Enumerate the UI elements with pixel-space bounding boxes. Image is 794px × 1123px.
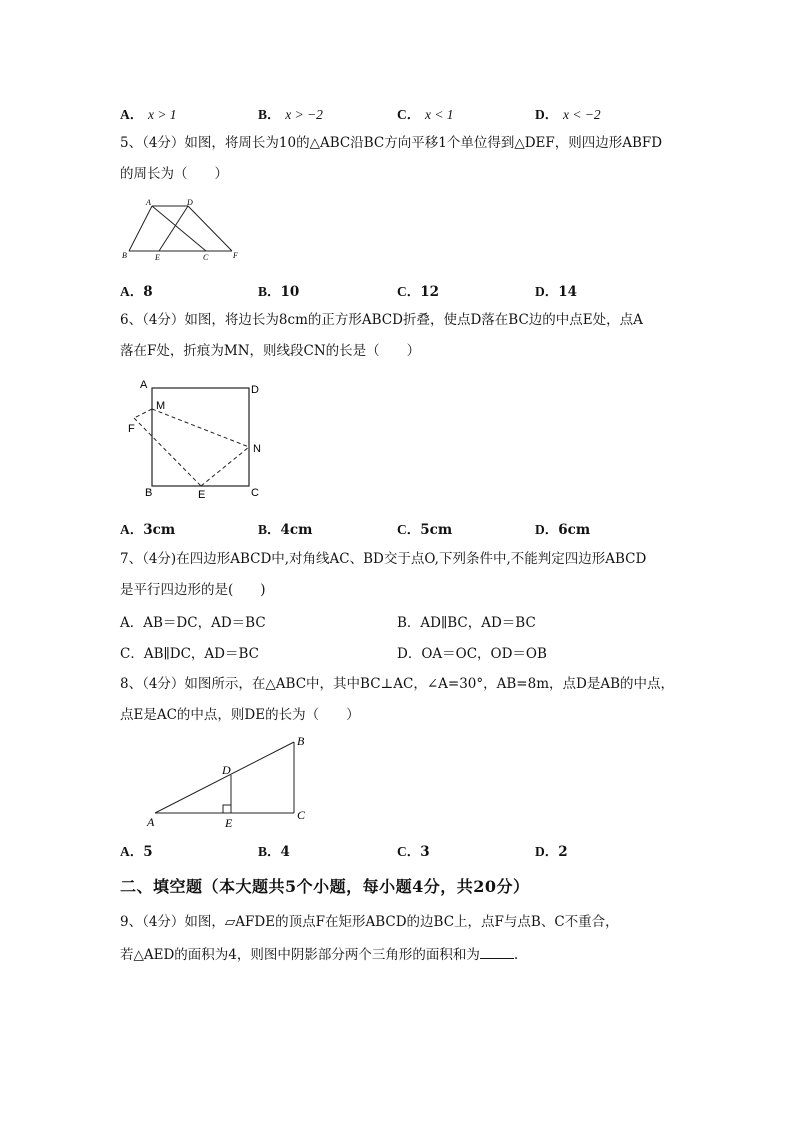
q9-stem-line1: 9、（4分）如图，▱AFDE的顶点F在矩形ABCD的边BC上，点F与点B、C不重合， <box>120 914 619 930</box>
q5-option-c: C．12 <box>397 284 440 300</box>
q5-segment-df <box>188 206 232 251</box>
q8-option-d: D．2 <box>535 844 568 860</box>
q5-option-b: B．10 <box>258 284 300 300</box>
q8-stem-line2: 点E是AC的中点，则DE的长为（ ） <box>120 707 360 723</box>
q4-option-b: B． x > −2 <box>258 107 323 122</box>
q7-stem-line1: 7、（4分)在四边形ABCD中,对角线AC、BD交于点O,下列条件中,不能判定四边形ABCD <box>120 551 647 567</box>
q8-label-a: A <box>147 815 155 829</box>
q8-label-d: D <box>222 763 231 777</box>
q5-label-d: D <box>187 198 193 207</box>
q9-stem-line2: 若△AED的面积为4，则图中阴影部分两个三角形的面积和为 . <box>120 944 518 965</box>
q6-label-f: F <box>128 423 135 435</box>
q6-label-b: B <box>145 487 153 499</box>
q6-label-a: A <box>140 379 148 391</box>
q6-figure <box>120 374 280 504</box>
q6-label-n: N <box>253 443 261 455</box>
q4-option-c: C． x < 1 <box>397 107 454 122</box>
q7-option-c: C．AB∥DC，AD＝BC <box>120 646 259 662</box>
q6-segment-fe <box>134 418 201 486</box>
q8-segment-ab <box>155 742 294 813</box>
q6-label-c: C <box>251 487 259 499</box>
q5-segment-de <box>159 206 188 251</box>
q8-option-c: C．3 <box>397 844 430 860</box>
q5-stem-line2: 的周长为（ ） <box>120 166 228 182</box>
q6-stem-line2: 落在F处，折痕为MN，则线段CN的长是（ ） <box>120 343 421 359</box>
q6-label-m: M <box>156 400 166 412</box>
q5-stem-line1: 5、（4分）如图，将周长为10的△ABC沿BC方向平移1个单位得到△DEF，则四边形ABFD <box>120 135 663 151</box>
q6-label-d: D <box>251 384 259 396</box>
q8-right-angle-mark <box>223 805 231 813</box>
q6-square-abcd <box>152 388 249 486</box>
q8-option-a: A．5 <box>120 844 153 860</box>
q7-option-d: D．OA＝OC，OD＝OB <box>397 646 547 662</box>
q6-option-c: C．5cm <box>397 522 453 538</box>
q7-option-b: B．AD∥BC，AD＝BC <box>397 615 536 631</box>
q5-figure <box>118 196 250 262</box>
q6-label-e: E <box>198 489 206 501</box>
q5-option-a: A．8 <box>120 284 153 300</box>
q5-segment-ac <box>152 206 206 251</box>
q5-option-d: D．14 <box>535 284 578 300</box>
q8-label-c: C <box>297 808 306 822</box>
q5-label-b: B <box>122 251 127 260</box>
q9-answer-blank[interactable] <box>480 944 514 959</box>
q5-segment-ab <box>129 206 152 251</box>
q5-label-e: E <box>155 253 160 262</box>
q5-label-a: A <box>146 198 151 207</box>
q4-option-a: A． x > 1 <box>120 107 177 122</box>
q8-label-e: E <box>225 816 233 830</box>
q6-option-a: A．3cm <box>120 522 176 538</box>
q8-option-b: B．4 <box>258 844 290 860</box>
q8-stem-line1: 8、（4分）如图所示，在△ABC中，其中BC⊥AC，∠A=30°，AB=8m，点D是AB的中点， <box>120 676 675 692</box>
q7-option-a: A．AB＝DC，AD＝BC <box>120 615 266 631</box>
q6-option-b: B．4cm <box>258 522 313 538</box>
q6-option-d: D．6cm <box>535 522 591 538</box>
q5-label-c: C <box>203 253 209 262</box>
q5-label-f: F <box>233 251 238 260</box>
q4-option-d: D． x < −2 <box>535 107 601 122</box>
q6-segment-en <box>201 447 249 486</box>
q8-label-b: B <box>297 734 305 748</box>
q6-fold-line-mn <box>152 409 249 447</box>
q8-figure <box>140 732 320 832</box>
section-heading-fill-in: 二、填空题（本大题共5个小题，每小题4分，共20分） <box>120 877 530 896</box>
q7-stem-line2: 是平行四边形的是( ) <box>120 582 266 598</box>
q6-segment-mf <box>134 409 152 418</box>
q6-stem-line1: 6、（4分）如图，将边长为8cm的正方形ABCD折叠，使点D落在BC边的中点E处，点A <box>120 312 643 328</box>
